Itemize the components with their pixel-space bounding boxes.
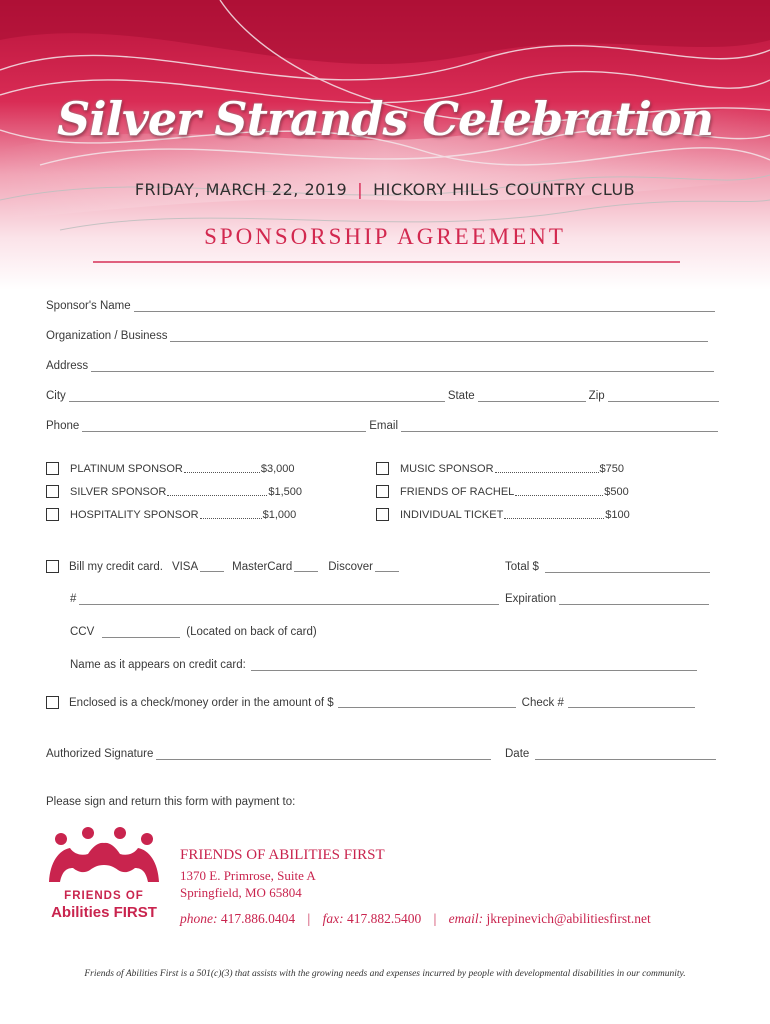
event-venue: HICKORY HILLS COUNTRY CLUB	[373, 180, 636, 199]
city-state-zip-row	[46, 390, 719, 402]
name-on-card-row	[70, 659, 697, 671]
phone-field[interactable]	[82, 421, 366, 432]
option-music-sponsor[interactable]	[376, 462, 624, 475]
visa-label: VISA	[171, 560, 199, 573]
card-number-row	[70, 593, 499, 605]
city-field[interactable]	[69, 391, 445, 402]
address-row	[46, 360, 714, 372]
option-label: FRIENDS OF RACHEL	[400, 485, 515, 498]
option-price: $1,000	[262, 508, 297, 521]
zip-field[interactable]	[608, 391, 719, 402]
total-field[interactable]	[545, 562, 710, 573]
event-date: FRIDAY, MARCH 22, 2019	[134, 180, 348, 199]
organization-field[interactable]	[170, 331, 708, 342]
checkbox[interactable]	[46, 508, 59, 521]
option-silver-sponsor[interactable]	[46, 485, 302, 498]
option-label: PLATINUM SPONSOR	[70, 462, 183, 475]
document-title: SPONSORSHIP AGREEMENT	[204, 224, 566, 249]
date-row	[505, 748, 716, 760]
logo-text-line2: Abilities FIRST	[51, 904, 157, 921]
leader-dots	[167, 487, 267, 496]
visa-field[interactable]	[200, 561, 224, 572]
event-title: Silver Strands Celebration	[56, 92, 714, 146]
organization-email[interactable]: jkrepinevich@abilitiesfirst.net	[486, 911, 651, 926]
phone-caption: phone:	[180, 911, 218, 926]
card-number-label: #	[70, 593, 77, 605]
expiration-row	[505, 593, 709, 605]
organization-label: Organization / Business	[46, 330, 168, 342]
leader-dots	[495, 464, 599, 473]
zip-label: Zip	[588, 390, 605, 402]
total-row	[505, 561, 710, 573]
state-field[interactable]	[478, 391, 586, 402]
sponsor-name-row	[46, 300, 715, 312]
subtitle-divider: |	[357, 180, 364, 199]
option-label: MUSIC SPONSOR	[400, 462, 494, 475]
check-row	[46, 696, 695, 709]
contact-line	[180, 911, 651, 927]
leader-dots	[200, 510, 262, 519]
leader-dots	[504, 510, 604, 519]
option-price: $500	[604, 485, 629, 498]
email-caption: email:	[448, 911, 484, 926]
contact-separator: |	[307, 911, 311, 926]
state-label: State	[447, 390, 475, 402]
signature-label: Authorized Signature	[46, 748, 154, 760]
option-price: $750	[599, 462, 624, 475]
sponsor-name-field[interactable]	[134, 301, 715, 312]
ccv-label: CCV	[70, 626, 95, 638]
check-label: Enclosed is a check/money order in the amount of $	[69, 696, 334, 709]
email-label: Email	[369, 420, 399, 432]
address-field[interactable]	[91, 361, 714, 372]
option-price: $100	[605, 508, 630, 521]
leader-dots	[184, 464, 260, 473]
check-checkbox[interactable]	[46, 696, 59, 709]
option-label: INDIVIDUAL TICKET	[400, 508, 504, 521]
title-divider	[93, 261, 680, 263]
phone-label: Phone	[46, 420, 80, 432]
checkbox[interactable]	[376, 508, 389, 521]
ccv-note: (Located on back of card)	[186, 626, 317, 638]
name-on-card-label: Name as it appears on credit card:	[70, 659, 246, 671]
name-on-card-field[interactable]	[251, 660, 697, 671]
option-hospitality-sponsor[interactable]	[46, 508, 296, 521]
checkbox[interactable]	[376, 462, 389, 475]
option-price: $3,000	[260, 462, 295, 475]
check-amount-field[interactable]	[338, 697, 516, 708]
organization-name: FRIENDS OF ABILITIES FIRST	[180, 847, 385, 863]
mastercard-field[interactable]	[294, 561, 318, 572]
ccv-row	[70, 626, 317, 638]
signature-row	[46, 748, 491, 760]
total-label: Total $	[505, 561, 539, 573]
bill-card-row	[46, 560, 399, 573]
leader-dots	[515, 487, 603, 496]
check-number-label: Check #	[521, 696, 564, 709]
address-label: Address	[46, 360, 89, 372]
date-field[interactable]	[535, 749, 716, 760]
return-instructions: Please sign and return this form with payment to:	[46, 796, 296, 808]
contact-separator: |	[433, 911, 437, 926]
discover-label: Discover	[328, 560, 373, 573]
date-label: Date	[505, 748, 530, 760]
expiration-label: Expiration	[505, 593, 557, 605]
email-field[interactable]	[401, 421, 718, 432]
checkbox[interactable]	[46, 462, 59, 475]
organization-phone: 417.886.0404	[220, 911, 296, 926]
ccv-field[interactable]	[102, 627, 180, 638]
checkbox[interactable]	[46, 485, 59, 498]
option-price: $1,500	[268, 485, 303, 498]
discover-field[interactable]	[375, 561, 399, 572]
footer-note: Friends of Abilities First is a 501(c)(3) that assists with the growing needs and expenses incurred by people with developmental disabilities in our community.	[84, 969, 686, 979]
mastercard-label: MasterCard	[232, 560, 293, 573]
expiration-field[interactable]	[559, 594, 709, 605]
address-line-1: 1370 E. Primrose, Suite A	[180, 868, 316, 883]
city-label: City	[46, 390, 66, 402]
signature-field[interactable]	[156, 749, 491, 760]
option-label: SILVER SPONSOR	[70, 485, 167, 498]
option-label: HOSPITALITY SPONSOR	[70, 508, 199, 521]
fax-caption: fax:	[322, 911, 344, 926]
organization-row	[46, 330, 708, 342]
bill-card-label: Bill my credit card.	[69, 560, 163, 573]
option-platinum-sponsor[interactable]	[46, 462, 295, 475]
phone-email-row	[46, 420, 718, 432]
option-friends-of-rachel[interactable]	[376, 485, 629, 498]
logo-text-line1: FRIENDS OF	[64, 890, 144, 902]
checkbox[interactable]	[376, 485, 389, 498]
event-subtitle	[0, 180, 770, 199]
check-number-field[interactable]	[568, 697, 695, 708]
address-line-2: Springfield, MO 65804	[180, 885, 302, 900]
sponsor-name-label: Sponsor's Name	[46, 300, 131, 312]
card-number-field[interactable]	[79, 594, 499, 605]
bill-card-checkbox[interactable]	[46, 560, 59, 573]
organization-fax: 417.882.5400	[346, 911, 422, 926]
organization-logo	[44, 826, 164, 930]
option-individual-ticket[interactable]	[376, 508, 630, 521]
